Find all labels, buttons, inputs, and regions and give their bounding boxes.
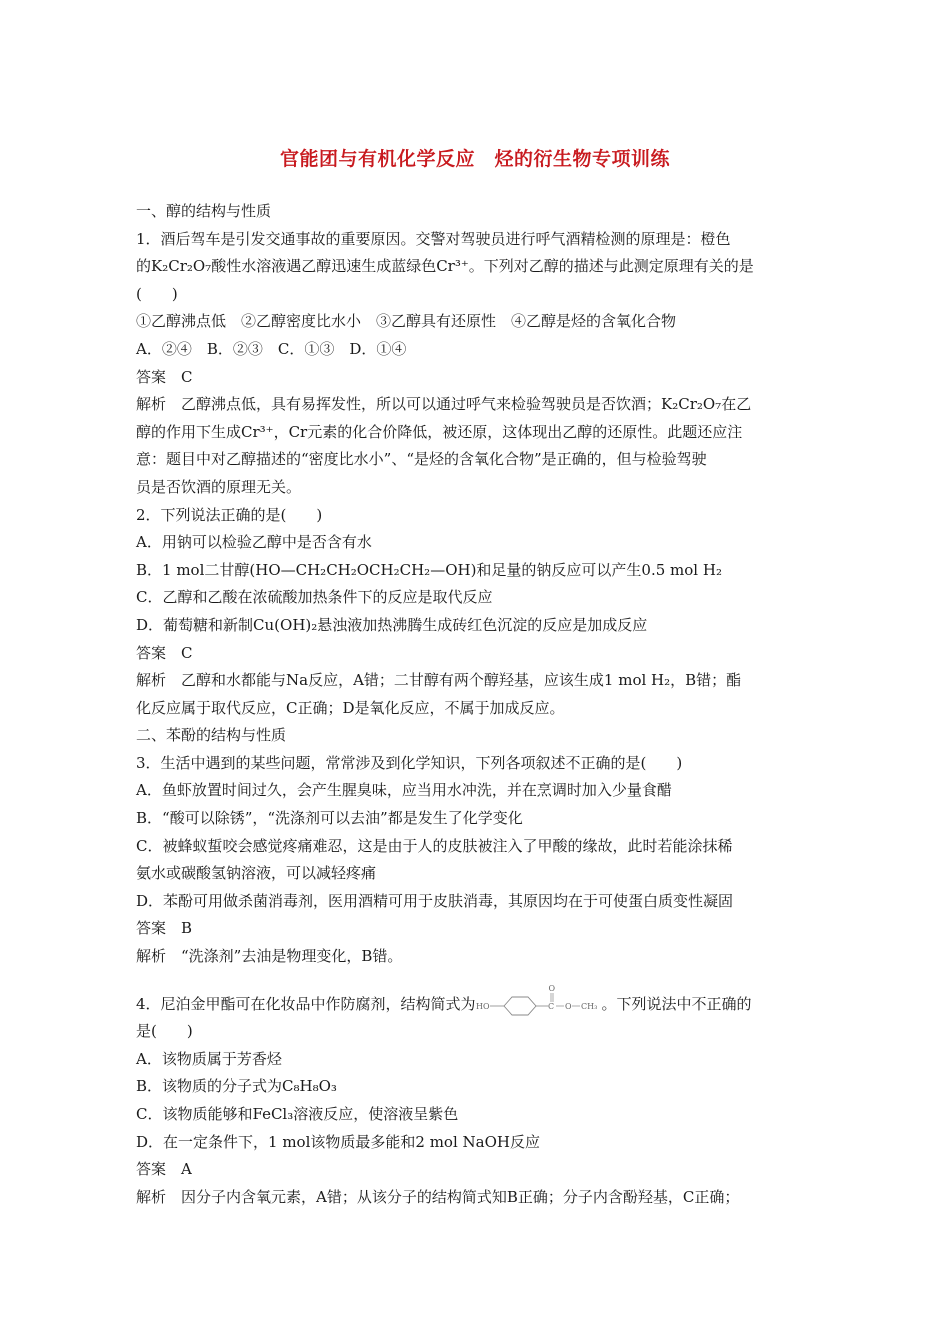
struct-ch3: CH₃ [580,1001,597,1011]
option-line: A．该物质属于芳香烃 [136,1049,282,1068]
text-line: 氨水或碳酸氢钠溶液，可以减轻疼痛 [136,864,377,883]
text-line: 解析 乙醇和水都能与Na反应，A错；二甘醇有两个醇羟基，应该生成1 mol H₂，B错；酯 [136,671,742,690]
text-line: 意：题目中对乙醇描述的“密度比水小”、“是烃的含氧化合物”是正确的，但与检验驾驶 [136,450,707,469]
section-heading-phenol: 二、苯酚的结构与性质 [136,726,287,745]
text-line: 是( ) [136,1022,193,1041]
option-line: D．葡萄糖和新制Cu(OH)₂悬浊液加热沸腾生成砖红色沉淀的反应是加成反应 [136,615,648,634]
text-line: 的K₂Cr₂O₇酸性水溶液遇乙醇迅速生成蓝绿色Cr³⁺。下列对乙醇的描述与此测定原理有关的是 [136,257,754,276]
answer-line: 答案 C [136,367,193,386]
struct-o-double: O [548,983,555,993]
option-line: C．该物质能够和FeCl₃溶液反应，使溶液呈紫色 [136,1105,459,1123]
document-body [136,198,816,1211]
answer-line: 答案 C [136,643,193,662]
text-line: ①乙醇沸点低 ②乙醇密度比水小 ③乙醇具有还原性 ④乙醇是烃的含氧化合物 [136,312,677,331]
document-title: 官能团与有机化学反应 烃的衍生物专项训练 [279,148,670,170]
option-line: B．该物质的分子式为C₈H₈O₃ [136,1077,337,1096]
struct-o-ester: O [564,1001,572,1011]
option-line: C．乙醇和乙酸在浓硫酸加热条件下的反应是取代反应 [136,588,493,607]
answer-line: 答案 A [136,1160,192,1179]
answer-line: 答案 B [136,919,193,938]
section-heading-alcohol: 一、醇的结构与性质 [136,202,272,220]
struct-ho: HO [475,1001,490,1011]
option-line: A．用钠可以检验乙醇中是否含有水 [136,533,372,552]
text-line: 化反应属于取代反应，C正确；D是氧化反应，不属于加成反应。 [136,698,565,717]
q4-text-before: 4．尼泊金甲酯可在化妆品中作防腐剂，结构简式为 [136,994,476,1013]
struct-c: C [547,1001,554,1011]
option-line: B．1 mol二甘醇(HO—CH₂CH₂OCH₂CH₂—OH)和足量的钠反应可以产生0.5 mol H₂ [136,560,722,579]
text-line: 解析 “洗涤剂”去油是物理变化，B错。 [136,947,403,966]
benzene-ring-icon [504,997,536,1015]
text-line: 解析 因分子内含氧元素，A错；从该分子的结构简式知B正确；分子内含酚羟基，C正确； [136,1187,740,1206]
text-line: 1．酒后驾车是引发交通事故的重要原因。交警对驾驶员进行呼气酒精检测的原理是：橙色 [136,229,731,248]
options-line: A．②④ B．②③ C．①③ D．①④ [136,339,407,358]
option-line: C．被蜂蚁蜇咬会感觉疼痛难忍，这是由于人的皮肤被注入了甲酸的缘故，此时若能涂抹稀 [136,836,733,855]
text-line: 解析 乙醇沸点低，具有易挥发性，所以可以通过呼气来检验驾驶员是否饮酒；K₂Cr₂O₇在乙 [136,395,752,414]
text-line: 员是否饮酒的原理无关。 [136,477,302,496]
text-line: 醇的作用下生成Cr³⁺，Cr元素的化合价降低，被还原，这体现出乙醇的还原性。此题还应注 [136,422,743,441]
question-line: 3．生活中遇到的某些问题，常常涉及到化学知识，下列各项叙述不正确的是( ) [136,753,683,772]
option-line: D．在一定条件下，1 mol该物质最多能和2 mol NaOH反应 [136,1132,540,1151]
option-line: D．苯酚可用做杀菌消毒剂，医用酒精可用于皮肤消毒，其原因均在于可使蛋白质变性凝固 [136,891,734,910]
q4-text-after: 。下列说法中不正确的 [601,994,752,1013]
option-line: B．“酸可以除锈”，“洗涤剂可以去油”都是发生了化学变化 [136,809,523,828]
option-line: A．鱼虾放置时间过久，会产生腥臭味，应当用水冲洗，并在烹调时加入少量食醋 [136,781,672,800]
question-line-with-structure [136,983,816,1019]
text-line: ( ) [136,284,178,303]
question-line: 2．下列说法正确的是( ) [136,505,323,524]
methylparaben-structure-formula [476,983,602,1023]
